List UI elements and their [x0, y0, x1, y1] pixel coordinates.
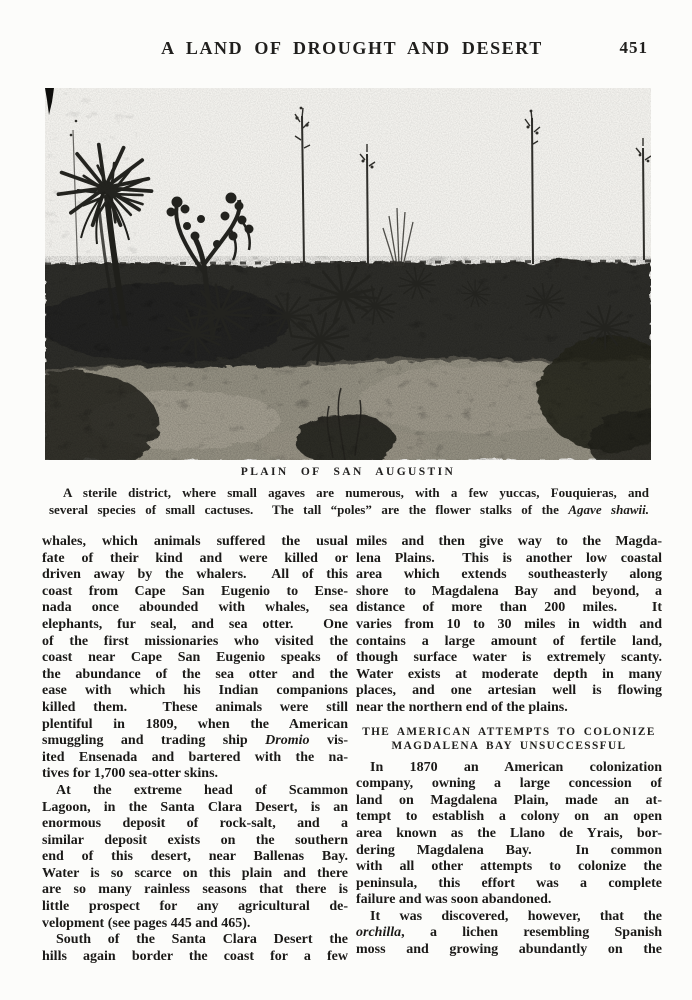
page-header: [42, 38, 662, 60]
text-line: near the northern end of the plains.: [356, 699, 568, 715]
text-line: with all other attempts to colonize the: [356, 859, 662, 875]
text-columns: [42, 534, 662, 965]
caption-body: [49, 485, 649, 518]
caption-title: PLAIN OF SAN AUGUSTIN: [240, 466, 456, 478]
text-line: varies from 10 to 30 miles in width and: [356, 616, 662, 632]
section-heading-line: MAGDALENA BAY UNSUCCESSFUL: [391, 740, 627, 753]
text-line: company, owning a large concession of: [356, 776, 662, 792]
text-line: coast near Cape San Eugenio speaks of: [42, 650, 348, 666]
text-line: moss and growing abundantly on the: [356, 942, 662, 958]
text-line: Water is so scarce on this plain and there: [42, 865, 348, 881]
text-line: area known as the Llano de Yrais, bor-: [356, 825, 662, 841]
page-title: A LAND OF DROUGHT AND DESERT: [161, 38, 543, 58]
text-line: orchilla, a lichen resembling Spanish: [356, 925, 662, 941]
desert-photo-illustration: [45, 88, 651, 460]
text-line: enormous deposit of rock-salt, and a: [42, 816, 348, 832]
text-line: though surface water is extremely scanty.: [356, 650, 662, 666]
text-line: velopment (see pages 445 and 465).: [42, 915, 251, 931]
text-line: In 1870 an American colonization: [370, 759, 662, 775]
text-line: tives for 1,700 sea-otter skins.: [42, 766, 219, 782]
text-line: peninsula, this effort was a complete: [356, 875, 662, 891]
text-line: dering Magdalena Bay. In common: [356, 842, 662, 858]
text-line: land on Magdalena Plain, made an at-: [356, 792, 662, 808]
text-line: of the first missionaries who visited the: [42, 633, 348, 649]
text-line: fate of their kind and were killed or: [42, 550, 348, 566]
text-line: killed them. These animals were still: [42, 699, 348, 715]
text-line: miles and then give way to the Magda-: [356, 534, 662, 549]
text-line: ited Ensenada and bartered with the na-: [42, 749, 348, 765]
text-line: Water exists at moderate depth in many: [356, 666, 662, 682]
text-line: distance of more than 200 miles. It: [356, 600, 662, 616]
text-line: ease with which his Indian companions: [42, 683, 348, 699]
right-column: [356, 534, 662, 965]
text-line: places, and one artesian well is flowing: [356, 683, 662, 699]
text-line: several species of small cactuses. The tall “poles” are the flower stalks of the Agave shawii.: [49, 501, 649, 517]
text-line: elephants, fur seal, and sea otter. One: [42, 616, 348, 632]
text-line: end of this desert, near Ballenas Bay.: [42, 849, 348, 865]
text-line: whales, which animals suffered the usual: [42, 534, 348, 549]
section-heading-line: THE AMERICAN ATTEMPTS TO COLONIZE: [362, 725, 656, 738]
text-line: A sterile district, where small agaves are numerous, with a few yuccas, Fouquieras, and: [63, 485, 649, 500]
text-line: similar deposit exists on the southern: [42, 832, 348, 848]
text-line: South of the Santa Clara Desert the: [56, 932, 348, 948]
text-line: coast from Cape San Eugenio to Ense-: [42, 583, 348, 599]
page-number: 451: [619, 38, 648, 57]
text-line: Lagoon, in the Santa Clara Desert, is an: [42, 799, 348, 815]
text-line: tempt to establish a colony on an open: [356, 809, 662, 825]
text-line: nada once abounded with whales, sea: [42, 600, 348, 616]
text-line: little prospect for any agricultural de-: [42, 899, 348, 915]
text-line: driven away by the whalers. All of this: [42, 567, 348, 583]
text-line: lena Plains. This is another low coastal: [356, 550, 662, 566]
text-line: shore to Magdalena Bay and beyond, a: [356, 583, 662, 599]
text-line: the abundance of the sea otter and the: [42, 666, 348, 682]
photo-plate: [45, 88, 651, 460]
text-line: are so many rainless seasons that there is: [42, 882, 348, 898]
text-line: contains a large amount of fertile land,: [356, 633, 662, 649]
text-line: plentiful in 1809, when the American: [42, 716, 348, 732]
text-line: hills again border the coast for a few: [42, 948, 348, 964]
section-heading: [356, 725, 662, 754]
text-line: It was discovered, however, that the: [370, 908, 662, 924]
text-line: At the extreme head of Scammon: [56, 782, 348, 798]
text-line: failure and was soon abandoned.: [356, 892, 552, 908]
text-line: area which extends southeasterly along: [356, 567, 662, 583]
text-line: smuggling and trading ship Dromio vis-: [42, 733, 348, 749]
left-column: [42, 534, 348, 965]
